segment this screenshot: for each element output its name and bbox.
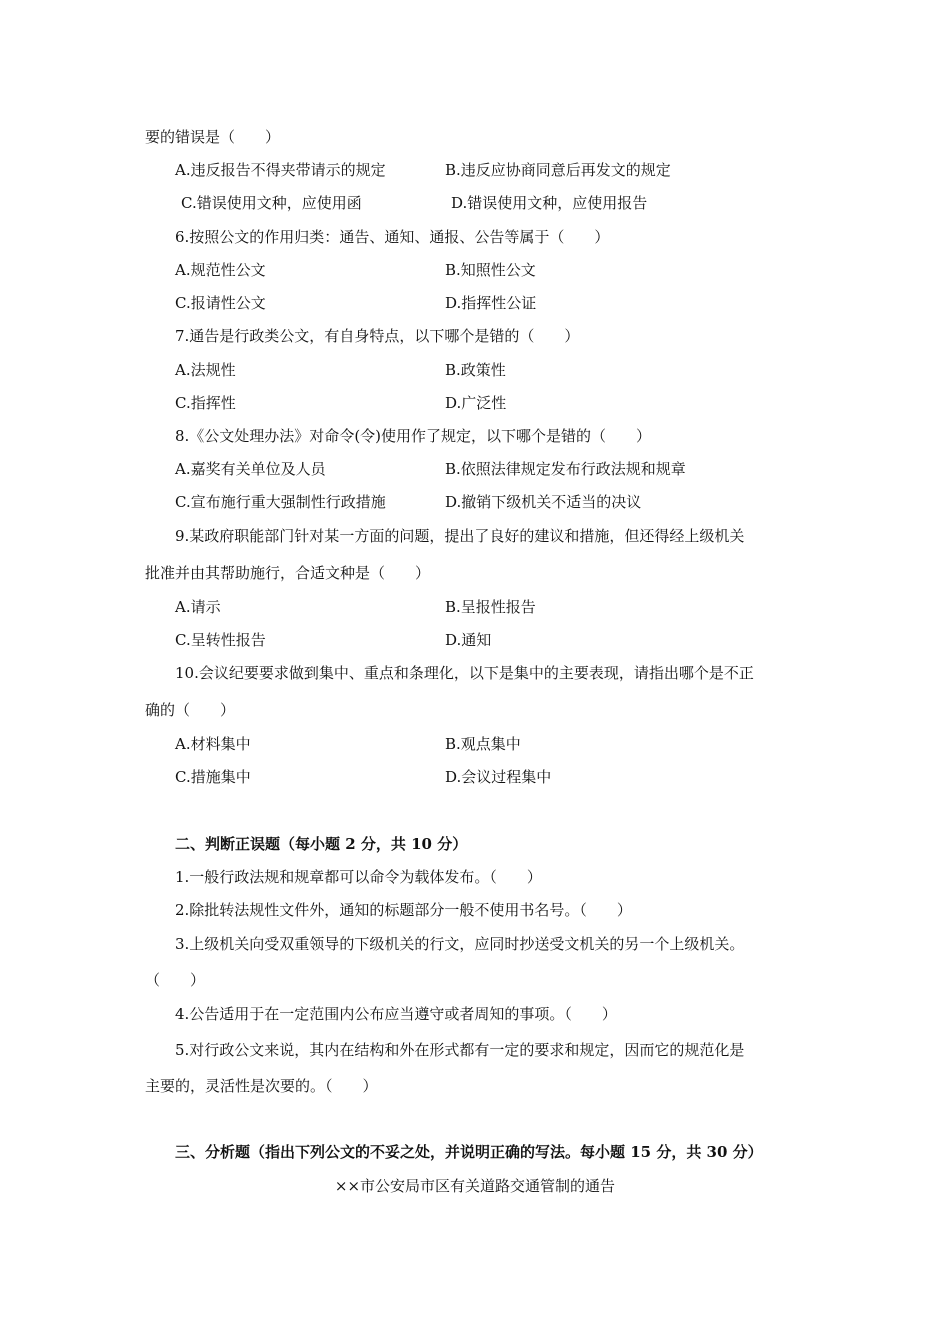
q5-tail: 要的错误是（ ） (145, 128, 281, 146)
q6-option-c: C.报请性公文 (175, 294, 266, 312)
q9-stem-line2: 批准并由其帮助施行，合适文种是（ ） (145, 564, 431, 582)
q9-option-d: D.通知 (445, 631, 492, 649)
tf-item-3-line2: （ ） (145, 971, 206, 989)
q9-option-c: C.呈转性报告 (175, 631, 266, 649)
q5-option-c: C.错误使用文种，应使用函 (181, 194, 362, 212)
q10-stem-line1: 10.会议纪要要求做到集中、重点和条理化，以下是集中的主要表现，请指出哪个是不正 (175, 664, 754, 682)
document-title: ××市公安局市区有关道路交通管制的通告 (334, 1177, 616, 1195)
tf-item-1: 1.一般行政法规和规章都可以命令为载体发布。（ ） (175, 868, 542, 886)
q7-option-d: D.广泛性 (445, 394, 507, 412)
q7-option-a: A.法规性 (175, 361, 236, 379)
q10-option-d: D.会议过程集中 (445, 768, 552, 786)
tf-item-2: 2.除批转法规性文件外，通知的标题部分一般不使用书名号。（ ） (175, 901, 632, 919)
tf-item-3-line1: 3.上级机关向受双重领导的下级机关的行文，应同时抄送受文机关的另一个上级机关。 (175, 935, 745, 953)
q10-option-a: A.材料集中 (175, 735, 251, 753)
q9-option-a: A.请示 (175, 598, 221, 616)
q5-option-d: D.错误使用文种，应使用报告 (451, 194, 648, 212)
q9-option-b: B.呈报性报告 (445, 598, 536, 616)
tf-item-4: 4.公告适用于在一定范围内公布应当遵守或者周知的事项。（ ） (175, 1005, 617, 1023)
q8-option-b: B.依照法律规定发布行政法规和规章 (445, 460, 686, 478)
q8-stem: 8.《公文处理办法》对命令(令)使用作了规定，以下哪个是错的（ ） (175, 427, 652, 445)
tf-item-5-line2: 主要的，灵活性是次要的。（ ） (145, 1077, 378, 1095)
q7-option-c: C.指挥性 (175, 394, 236, 412)
q5-option-b: B.违反应协商同意后再发文的规定 (445, 161, 671, 179)
q7-option-b: B.政策性 (445, 361, 506, 379)
q9-stem-line1: 9.某政府职能部门针对某一方面的问题，提出了良好的建议和措施，但还得经上级机关 (175, 527, 745, 545)
q6-stem: 6.按照公文的作用归类：通告、通知、通报、公告等属于（ ） (175, 228, 610, 246)
q6-option-a: A.规范性公文 (175, 261, 266, 279)
q10-option-b: B.观点集中 (445, 735, 521, 753)
q10-stem-line2: 确的（ ） (145, 701, 236, 719)
section2-heading: 二、判断正误题（每小题 2 分，共 10 分） (175, 835, 468, 853)
q8-option-c: C.宣布施行重大强制性行政措施 (175, 493, 386, 511)
tf-item-5-line1: 5.对行政公文来说，其内在结构和外在形式都有一定的要求和规定，因而它的规范化是 (175, 1041, 745, 1059)
section3-heading: 三、分析题（指出下列公文的不妥之处，并说明正确的写法。每小题 15 分，共 30 分） (175, 1143, 763, 1161)
q6-option-d: D.指挥性公证 (445, 294, 537, 312)
q8-option-d: D.撤销下级机关不适当的决议 (445, 493, 642, 511)
q10-option-c: C.措施集中 (175, 768, 251, 786)
q5-option-a: A.违反报告不得夹带请示的规定 (175, 161, 386, 179)
q8-option-a: A.嘉奖有关单位及人员 (175, 460, 326, 478)
q7-stem: 7.通告是行政类公文，有自身特点，以下哪个是错的（ ） (175, 327, 580, 345)
q6-option-b: B.知照性公文 (445, 261, 536, 279)
